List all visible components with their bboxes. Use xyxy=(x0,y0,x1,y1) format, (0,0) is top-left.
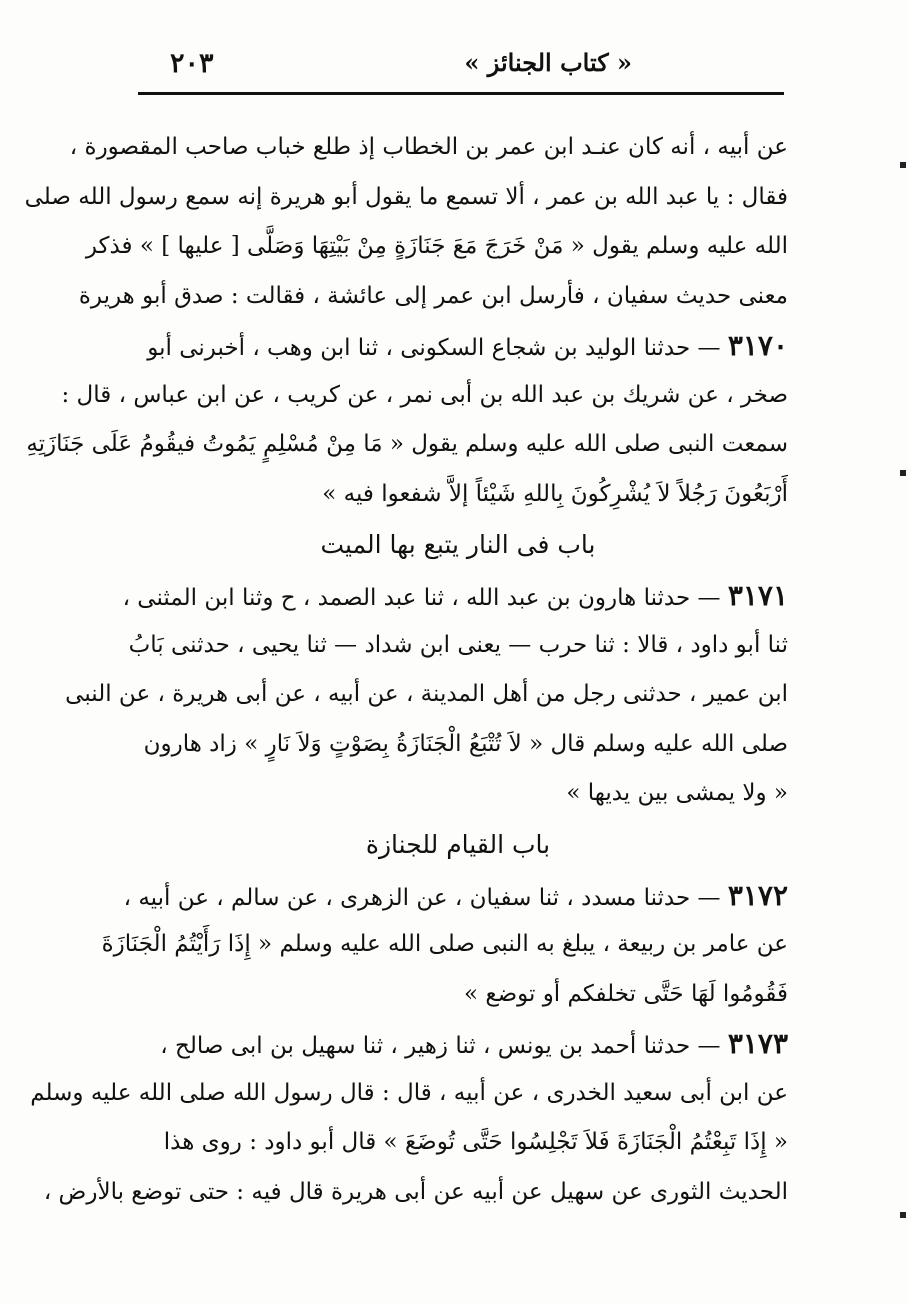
text-line: عن أبيه ، أنه كان عنـد ابن عمر بن الخطاب إذ طلع خباب صاحب المقصورة ، xyxy=(69,134,788,160)
hadith-3172-line: فَقُومُوا لَهَا حَتَّى تخلفكم أو توضع » xyxy=(463,980,788,1007)
hadith-number: ٣١٧١ xyxy=(727,579,788,612)
hadith-3171-line: ابن عمير ، حدثنى رجل من أهل المدينة ، عن أبيه ، عن أبى هريرة ، عن النبى xyxy=(65,681,788,707)
hadith-3170-line: أَرْبَعُونَ رَجُلاً لاَ يُشْرِكُونَ بِاللهِ شَيْئاً إلاَّ شفعوا فيه » xyxy=(322,480,788,507)
text-line: فقال : يا عبد الله بن عمر ، ألا تسمع ما يقول أبو هريرة إنه سمع رسول الله صلى xyxy=(24,183,788,210)
hadith-3173-line: « إِذَا تَبِعْتُمُ الْجَنَازَةَ فَلاَ تَجْلِسُوا حَتَّى تُوضَعَ » قال أبو داود : روى هذا xyxy=(163,1129,788,1155)
hadith-3170-line: صخر ، عن شريك بن عبد الله بن أبى نمر ، عن كريب ، عن ابن عباس ، قال : xyxy=(61,381,788,408)
running-title: « كتاب الجنائز » xyxy=(464,48,632,77)
text-line: الله عليه وسلم يقول « مَنْ خَرَجَ مَعَ جَنَازَةٍ مِنْ بَيْتِهَا وَصَلَّى [ عليها ] » فذكر xyxy=(85,233,788,259)
page-number: ٢٠٣ xyxy=(170,48,214,79)
hadith-3173-line: ٣١٧٣ — حدثنا أحمد بن يونس ، ثنا زهير ، ثنا سهيل بن ابى صالح ، xyxy=(160,1027,788,1060)
header-rule xyxy=(138,92,784,95)
hadith-3171-line: « ولا يمشى بين يديها » xyxy=(566,780,788,806)
hadith-number: ٣١٧٣ xyxy=(727,1027,788,1060)
hadith-3170-line: ٣١٧٠ — حدثنا الوليد بن شجاع السكونى ، ثنا ابن وهب ، أخبرنى أبو xyxy=(147,329,788,362)
hadith-3172-line: عن عامر بن ربيعة ، يبلغ به النبى صلى الله عليه وسلم « إِذَا رَأَيْتُمُ الْجَنَازَةَ xyxy=(101,931,788,957)
body-text xyxy=(24,123,788,1217)
hadith-3173-line: الحديث الثورى عن سهيل عن أبيه عن أبى هريرة قال فيه : حتى توضع بالأرض ، xyxy=(43,1178,788,1205)
hadith-3171-line: ٣١٧١ — حدثنا هارون بن عبد الله ، ثنا عبد الصمد ، ح وثنا ابن المثنى ، xyxy=(122,579,788,612)
page-header xyxy=(140,48,782,88)
hadith-number: ٣١٧٠ xyxy=(727,329,788,362)
hadith-3170-line: سمعت النبى صلى الله عليه وسلم يقول « مَا مِنْ مُسْلِمٍ يَمُوتُ فيقُومُ عَلَى جَنَازَتِهِ xyxy=(26,431,788,457)
hadith-3171-line: صلى الله عليه وسلم قال « لاَ تُتْبَعُ الْجَنَازَةُ بِصَوْتٍ وَلاَ نَارٍ » زاد هارون xyxy=(143,730,788,757)
chapter-heading-fire: باب فى النار يتبع بها الميت xyxy=(320,530,596,559)
margin-mark xyxy=(900,470,906,476)
text-line: معنى حديث سفيان ، فأرسل ابن عمر إلى عائشة ، فقالت : صدق أبو هريرة xyxy=(78,282,788,309)
hadith-3172-line: ٣١٧٢ — حدثنا مسدد ، ثنا سفيان ، عن الزهرى ، عن سالم ، عن أبيه ، xyxy=(123,878,788,912)
hadith-3173-line: عن ابن أبى سعيد الخدرى ، عن أبيه ، قال : قال رسول الله صلى الله عليه وسلم xyxy=(30,1079,788,1106)
hadith-number: ٣١٧٢ xyxy=(727,878,788,912)
margin-mark xyxy=(900,1212,906,1218)
margin-mark xyxy=(900,162,906,168)
hadith-3171-line: ثنا أبو داود ، قالا : ثنا حرب — يعنى ابن شداد — ثنا يحيى ، حدثنى بَابُ xyxy=(128,631,788,658)
chapter-heading-standing: باب القيام للجنازة xyxy=(365,829,551,859)
